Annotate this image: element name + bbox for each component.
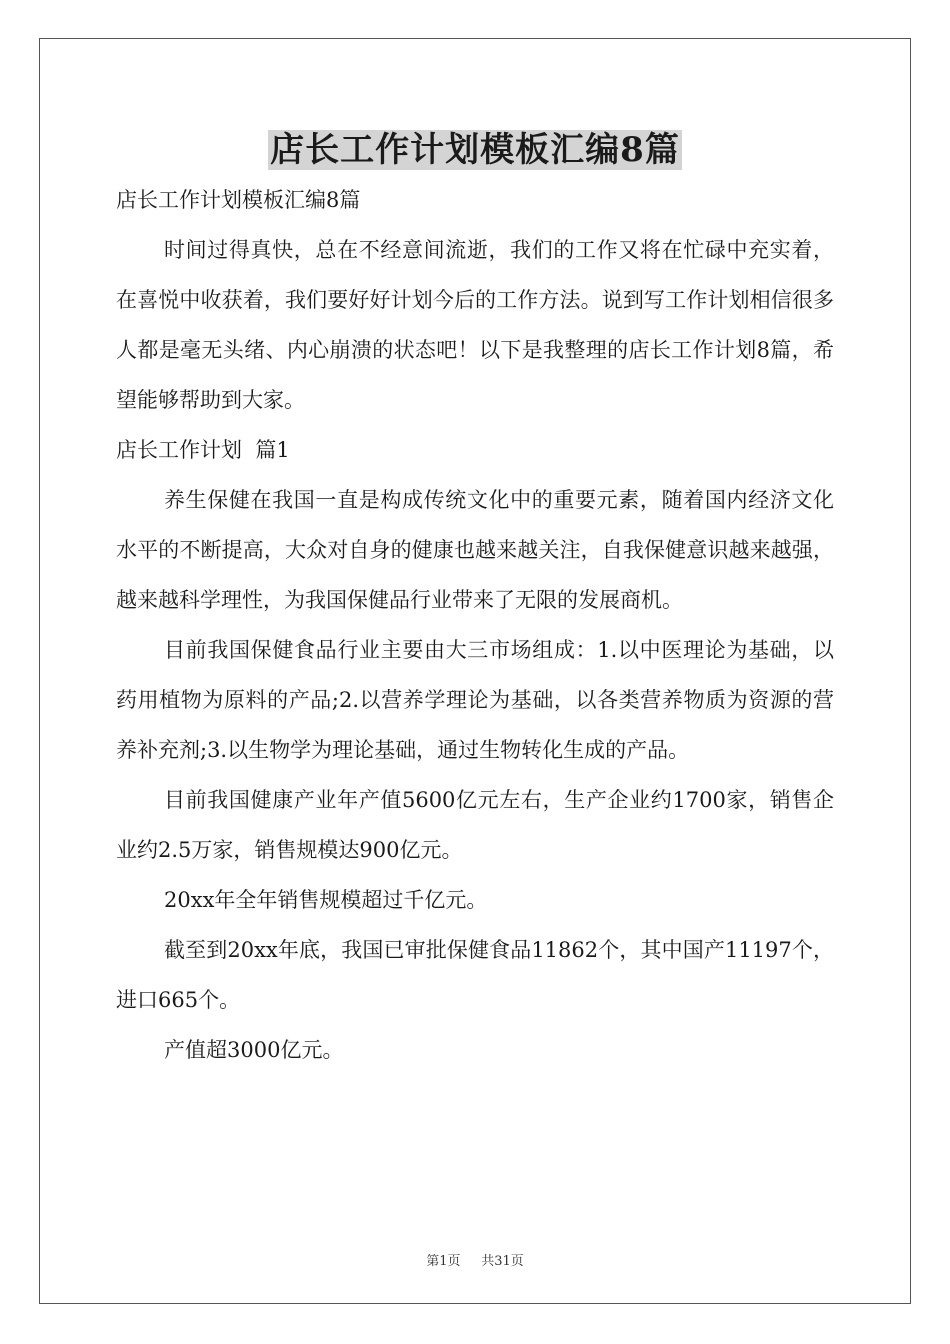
paragraph: 时间过得真快，总在不经意间流逝，我们的工作又将在忙碌中充实着，在喜悦中收获着，我们要好好计划今后的工作方法。说到写工作计划相信很多人都是毫无头绪、内心崩溃的状态吧！以下是我整理的店长工作计划8篇，希望能够帮助到大家。 [116, 238, 834, 412]
document-body [116, 175, 834, 1075]
paragraph: 20xx年全年销售规模超过千亿元。 [164, 888, 488, 912]
paragraph: 目前我国健康产业年产值5600亿元左右，生产企业约1700家，销售企业约2.5万家，销售规模达900亿元。 [116, 788, 834, 862]
document-title-text: 店长工作计划模板汇编8篇 [270, 130, 680, 170]
paragraph: 养生保健在我国一直是构成传统文化中的重要元素，随着国内经济文化水平的不断提高，大众对自身的健康也越来越关注，自我保健意识越来越强，越来越科学理性，为我国保健品行业带来了无限的发展商机。 [116, 488, 834, 612]
paragraph: 目前我国保健食品行业主要由大三市场组成：1.以中医理论为基础，以药用植物为原料的产品;2.以营养学理论为基础，以各类营养物质为资源的营养补充剂;3.以生物学为理论基础，通过生物转化生成的产品。 [116, 638, 834, 762]
footer-spacer [465, 1254, 477, 1269]
page-number: 第1页 [426, 1254, 461, 1269]
paragraph: 截至到20xx年底，我国已审批保健食品11862个，其中国产11197个，进口665个。 [116, 938, 834, 1012]
document-title [0, 126, 950, 174]
section-heading: 店长工作计划 篇1 [116, 438, 290, 462]
paragraph: 产值超3000亿元。 [164, 1038, 344, 1062]
page-total: 共31页 [481, 1254, 524, 1269]
page-footer [0, 1250, 950, 1269]
paragraph: 店长工作计划模板汇编8篇 [116, 188, 361, 212]
